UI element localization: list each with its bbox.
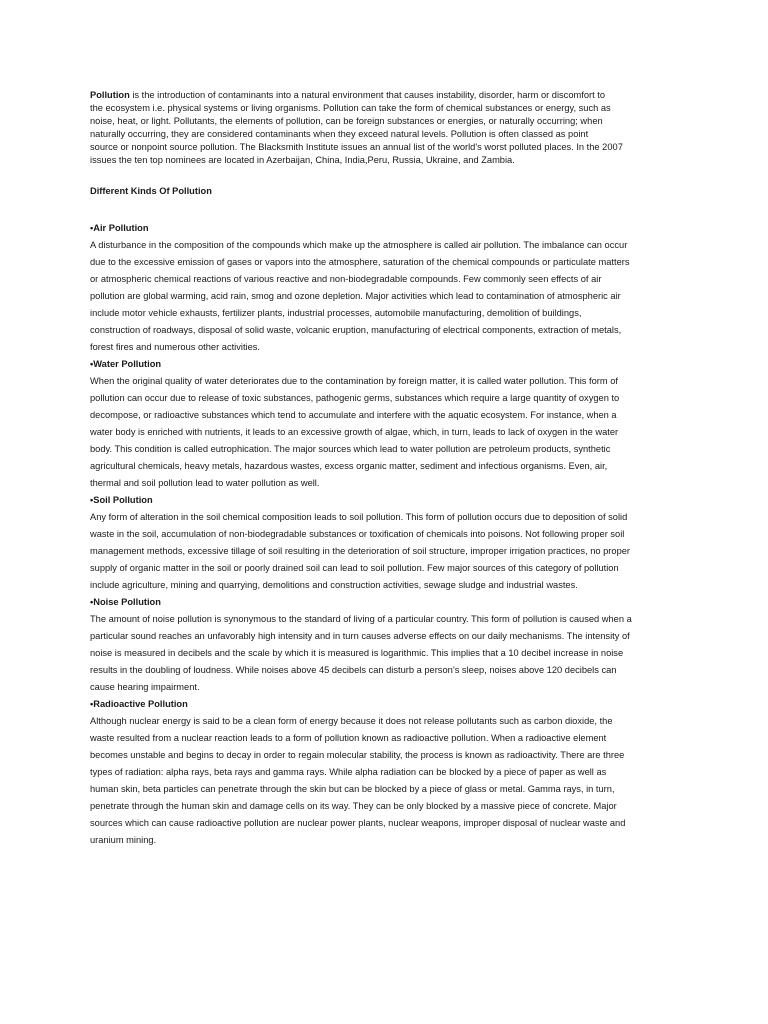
section-body [90, 237, 685, 356]
body-line: penetrate through the human skin and damage cells on its way. They can be only blocked by a massive piece of concrete. Major [90, 801, 617, 811]
intro-line [90, 89, 680, 102]
body-line: results in the doubling of loudness. While noises above 45 decibels can disturb a person’s sleep, noises above 120 decibels can [90, 665, 617, 675]
body-line: types of radiation: alpha rays, beta rays and gamma rays. While alpha radiation can be blocked by a piece of paper as well as [90, 767, 607, 777]
section-noise-pollution [90, 594, 685, 696]
body-line: due to the excessive emission of gases or vapors into the atmosphere, saturation of the chemical compounds or particulate matters [90, 257, 630, 267]
section-radioactive-pollution [90, 696, 685, 849]
section-body [90, 373, 685, 492]
body-line: body. This condition is called eutrophication. The major sources which lead to water pollution are petroleum products, synthetic [90, 444, 611, 454]
body-line: uranium mining. [90, 835, 157, 845]
body-line: include agriculture, mining and quarrying, demolitions and construction activities, sewage sludge and industrial wastes. [90, 580, 578, 590]
section-heading: •Water Pollution [90, 359, 162, 369]
intro-line: noise, heat, or light. Pollutants, the elements of pollution, can be foreign substances or energies, or naturally occurring; when [90, 116, 603, 126]
intro-line: issues the ten top nominees are located in Azerbaijan, China, India,Peru, Russia, Ukraine, and Zambia. [90, 155, 515, 165]
intro-term: Pollution [90, 90, 130, 100]
body-line: noise is measured in decibels and the scale by which it is measured is logarithmic. This implies that a 10 decibel increase in noise [90, 648, 624, 658]
section-body [90, 611, 685, 696]
body-line: construction of roadways, disposal of solid waste, volcanic eruption, manufacturing of electrical components, extraction of metals, [90, 325, 622, 335]
body-line: include motor vehicle exhausts, fertilizer plants, industrial processes, automobile manufacturing, demolition of buildings, [90, 308, 582, 318]
body-line: The amount of noise pollution is synonymous to the standard of living of a particular country. This form of pollution is caused when a [90, 614, 632, 624]
intro-line: naturally occurring, they are considered contaminants when they exceed natural levels. Pollution is often classed as point [90, 129, 589, 139]
body-line: pollution are global warming, acid rain, smog and ozone depletion. Major activities which lead to contamination of atmospheric air [90, 291, 621, 301]
body-line: or atmospheric chemical reactions of various reactive and non-biodegradable compounds. Few commonly seen effects of air [90, 274, 602, 284]
body-line: forest fires and numerous other activities. [90, 342, 261, 352]
intro-line: the ecosystem i.e. physical systems or living organisms. Pollution can take the form of chemical substances or energy, such as [90, 103, 611, 113]
section-soil-pollution [90, 492, 685, 594]
kinds-heading: Different Kinds Of Pollution [90, 186, 212, 196]
section-heading: •Radioactive Pollution [90, 699, 188, 709]
section-heading: •Air Pollution [90, 223, 149, 233]
section-heading: •Noise Pollution [90, 597, 161, 607]
body-line: decompose, or radioactive substances which tend to accumulate and interfere with the aquatic ecosystem. For instance, when a [90, 410, 617, 420]
body-line: human skin, beta particles can penetrate through the skin but can be blocked by a piece of glass or metal. Gamma rays, in turn, [90, 784, 615, 794]
section-air-pollution [90, 220, 685, 356]
body-line: cause hearing impairment. [90, 682, 200, 692]
body-line: thermal and soil pollution lead to water pollution as well. [90, 478, 320, 488]
pollution-sections [90, 220, 685, 849]
body-line: sources which can cause radioactive pollution are nuclear power plants, nuclear weapons, improper disposal of nuclear waste and [90, 818, 626, 828]
body-line: Although nuclear energy is said to be a clean form of energy because it does not release pollutants such as carbon dioxide, the [90, 716, 613, 726]
section-body [90, 713, 685, 849]
section-water-pollution [90, 356, 685, 492]
intro-paragraph [90, 89, 680, 167]
body-line: water body is enriched with nutrients, it leads to an excessive growth of algae, which, in turn, leads to lack of oxygen in the water [90, 427, 619, 437]
body-line: When the original quality of water deteriorates due to the contamination by foreign matter, it is called water pollution. This form of [90, 376, 618, 386]
body-line: supply of organic matter in the soil or poorly drained soil can lead to soil pollution. Few major sources of this category of pollution [90, 563, 619, 573]
body-line: particular sound reaches an unfavorably high intensity and in turn causes adverse effects on our daily mechanisms. The intensity of [90, 631, 630, 641]
body-line: management methods, excessive tillage of soil resulting in the deterioration of soil structure, improper irrigation practices, no proper [90, 546, 631, 556]
body-line: Any form of alteration in the soil chemical composition leads to soil pollution. This form of pollution occurs due to deposition of solid [90, 512, 628, 522]
section-body [90, 509, 685, 594]
body-line: A disturbance in the composition of the compounds which make up the atmosphere is called air pollution. The imbalance can occur [90, 240, 628, 250]
intro-line-text: is the introduction of contaminants into a natural environment that causes instability, disorder, harm or discomfort to [129, 90, 606, 100]
body-line: agricultural chemicals, heavy metals, hazardous wastes, excess organic matter, sediment and infectious organisms. Even, air, [90, 461, 608, 471]
body-line: pollution can occur due to release of toxic substances, pathogenic germs, substances which require a large quantity of oxygen to [90, 393, 620, 403]
body-line: becomes unstable and begins to decay in order to regain molecular stability, the process is known as radioactivity. There are three [90, 750, 625, 760]
body-line: waste in the soil, accumulation of non-biodegradable substances or toxification of chemicals into poisons. Not following proper soil [90, 529, 625, 539]
section-heading: •Soil Pollution [90, 495, 153, 505]
body-line: waste resulted from a nuclear reaction leads to a form of pollution known as radioactive pollution. When a radioactive element [90, 733, 607, 743]
intro-line: source or nonpoint source pollution. The Blacksmith Institute issues an annual list of the world's worst polluted places. In the 2007 [90, 142, 623, 152]
